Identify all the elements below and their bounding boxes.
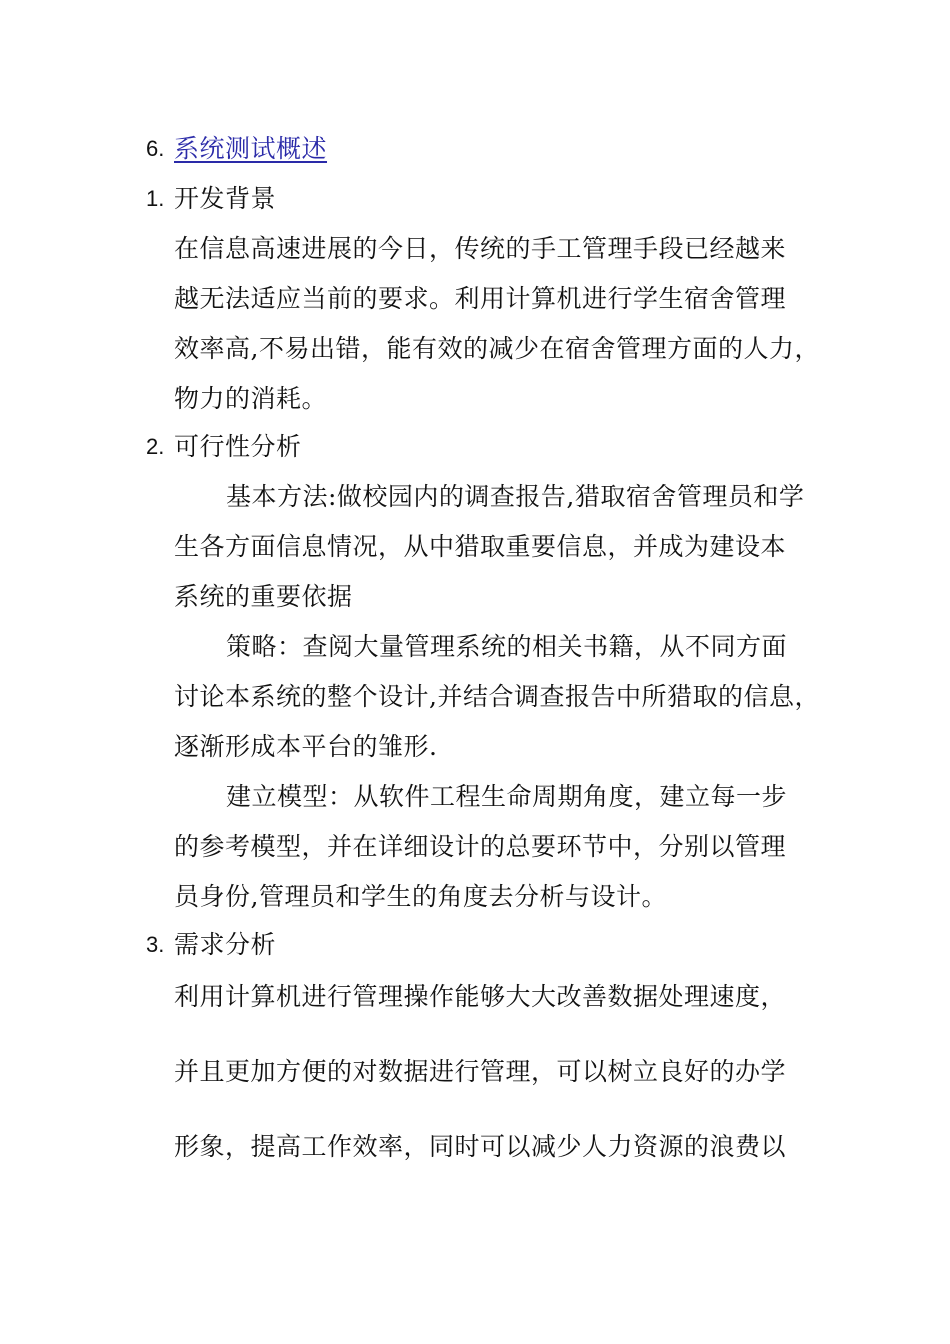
paragraph-line: 基本方法:做校园内的调查报告,猎取宿舍管理员和学: [226, 482, 805, 511]
section-number: 3.: [146, 932, 165, 957]
paragraph-line: 并且更加方便的对数据进行管理，可以树立良好的办学: [174, 1057, 787, 1086]
toc-item-number: 6.: [146, 136, 165, 161]
paragraph-line: 讨论本系统的整个设计,并结合调查报告中所猎取的信息，: [174, 682, 820, 711]
paragraph-line: 生各方面信息情况，从中猎取重要信息，并成为建设本: [174, 532, 787, 561]
paragraph-line: 物力的消耗。: [174, 384, 328, 413]
toc-link-system-test-overview[interactable]: 系统测试概述: [174, 134, 328, 163]
paragraph-line: 建立模型：从软件工程生命周期角度，建立每一步: [226, 782, 788, 811]
paragraph-line: 效率高,不易出错，能有效的减少在宿舍管理方面的人力，: [174, 334, 820, 363]
paragraph-line: 在信息高速进展的今日，传统的手工管理手段已经越来: [174, 234, 787, 263]
paragraph-line: 利用计算机进行管理操作能够大大改善数据处理速度，: [174, 982, 787, 1011]
paragraph-line: 的参考模型，并在详细设计的总要环节中，分别以管理: [174, 832, 787, 861]
section-heading-feasibility: 可行性分析: [174, 432, 302, 461]
paragraph-line: 系统的重要依据: [174, 582, 353, 611]
section-heading-requirements: 需求分析: [174, 930, 277, 959]
section-heading-background: 开发背景: [174, 184, 277, 213]
paragraph-line: 策略：查阅大量管理系统的相关书籍，从不同方面: [226, 632, 788, 661]
section-number: 1.: [146, 186, 165, 211]
paragraph-line: 逐渐形成本平台的雏形.: [174, 732, 438, 761]
paragraph-line: 越无法适应当前的要求。利用计算机进行学生宿舍管理: [174, 284, 787, 313]
section-number: 2.: [146, 434, 165, 459]
paragraph-line: 员身份,管理员和学生的角度去分析与设计。: [174, 882, 667, 911]
paragraph-line: 形象，提高工作效率，同时可以减少人力资源的浪费以: [174, 1132, 787, 1161]
